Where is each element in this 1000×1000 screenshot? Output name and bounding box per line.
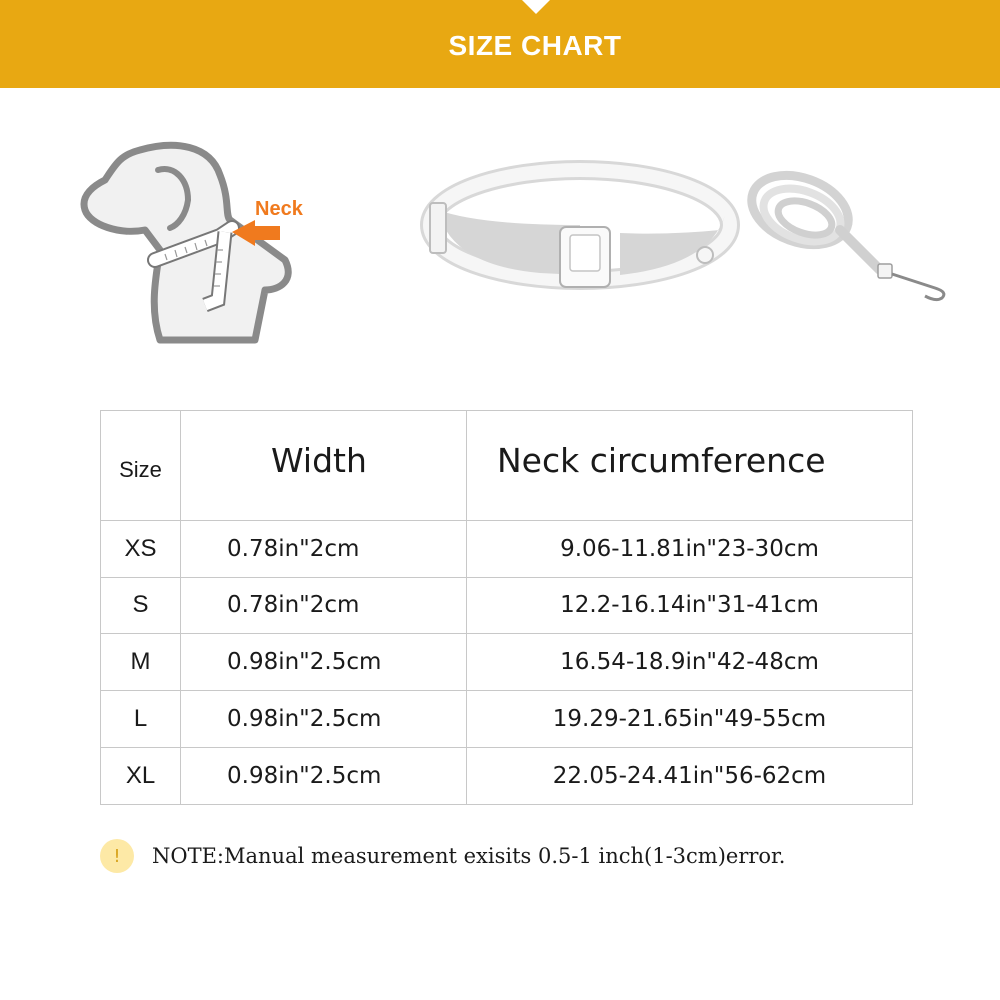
neck-label: Neck: [255, 198, 303, 220]
size-cell: XL: [101, 748, 181, 805]
collar-icon: [420, 155, 740, 305]
table-row: [101, 577, 913, 634]
width-cell: 0.98in"2.5cm: [181, 748, 467, 805]
note-text: NOTE:Manual measurement exisits 0.5-1 inch(1-3cm)error.: [152, 844, 786, 868]
header-width: Width: [181, 411, 467, 521]
neck-cell: 16.54-18.9in"42-48cm: [467, 634, 913, 691]
neck-cell: 19.29-21.65in"49-55cm: [467, 691, 913, 748]
size-cell: M: [101, 634, 181, 691]
dog-head-icon: [80, 140, 320, 350]
width-cell: 0.78in"2cm: [181, 520, 467, 577]
width-cell: 0.98in"2.5cm: [181, 634, 467, 691]
table-row: [101, 634, 913, 691]
leash-icon: [740, 160, 960, 310]
width-cell: 0.78in"2cm: [181, 577, 467, 634]
size-cell: XS: [101, 520, 181, 577]
header-neck-circumference: Neck circumference: [467, 411, 913, 521]
table-header-row: [101, 411, 913, 521]
page-title: SIZE CHART: [448, 30, 622, 61]
neck-cell: 22.05-24.41in"56-62cm: [467, 748, 913, 805]
exclamation-icon: !: [100, 839, 134, 873]
header-size: Size: [101, 411, 181, 521]
size-cell: S: [101, 577, 181, 634]
size-cell: L: [101, 691, 181, 748]
banner-notch: [522, 0, 550, 14]
neck-cell: 9.06-11.81in"23-30cm: [467, 520, 913, 577]
table-row: [101, 520, 913, 577]
table-row: [101, 691, 913, 748]
size-table: [100, 410, 913, 805]
neck-cell: 12.2-16.14in"31-41cm: [467, 577, 913, 634]
width-cell: 0.98in"2.5cm: [181, 691, 467, 748]
measurement-note: [100, 838, 785, 874]
table-row: [101, 748, 913, 805]
